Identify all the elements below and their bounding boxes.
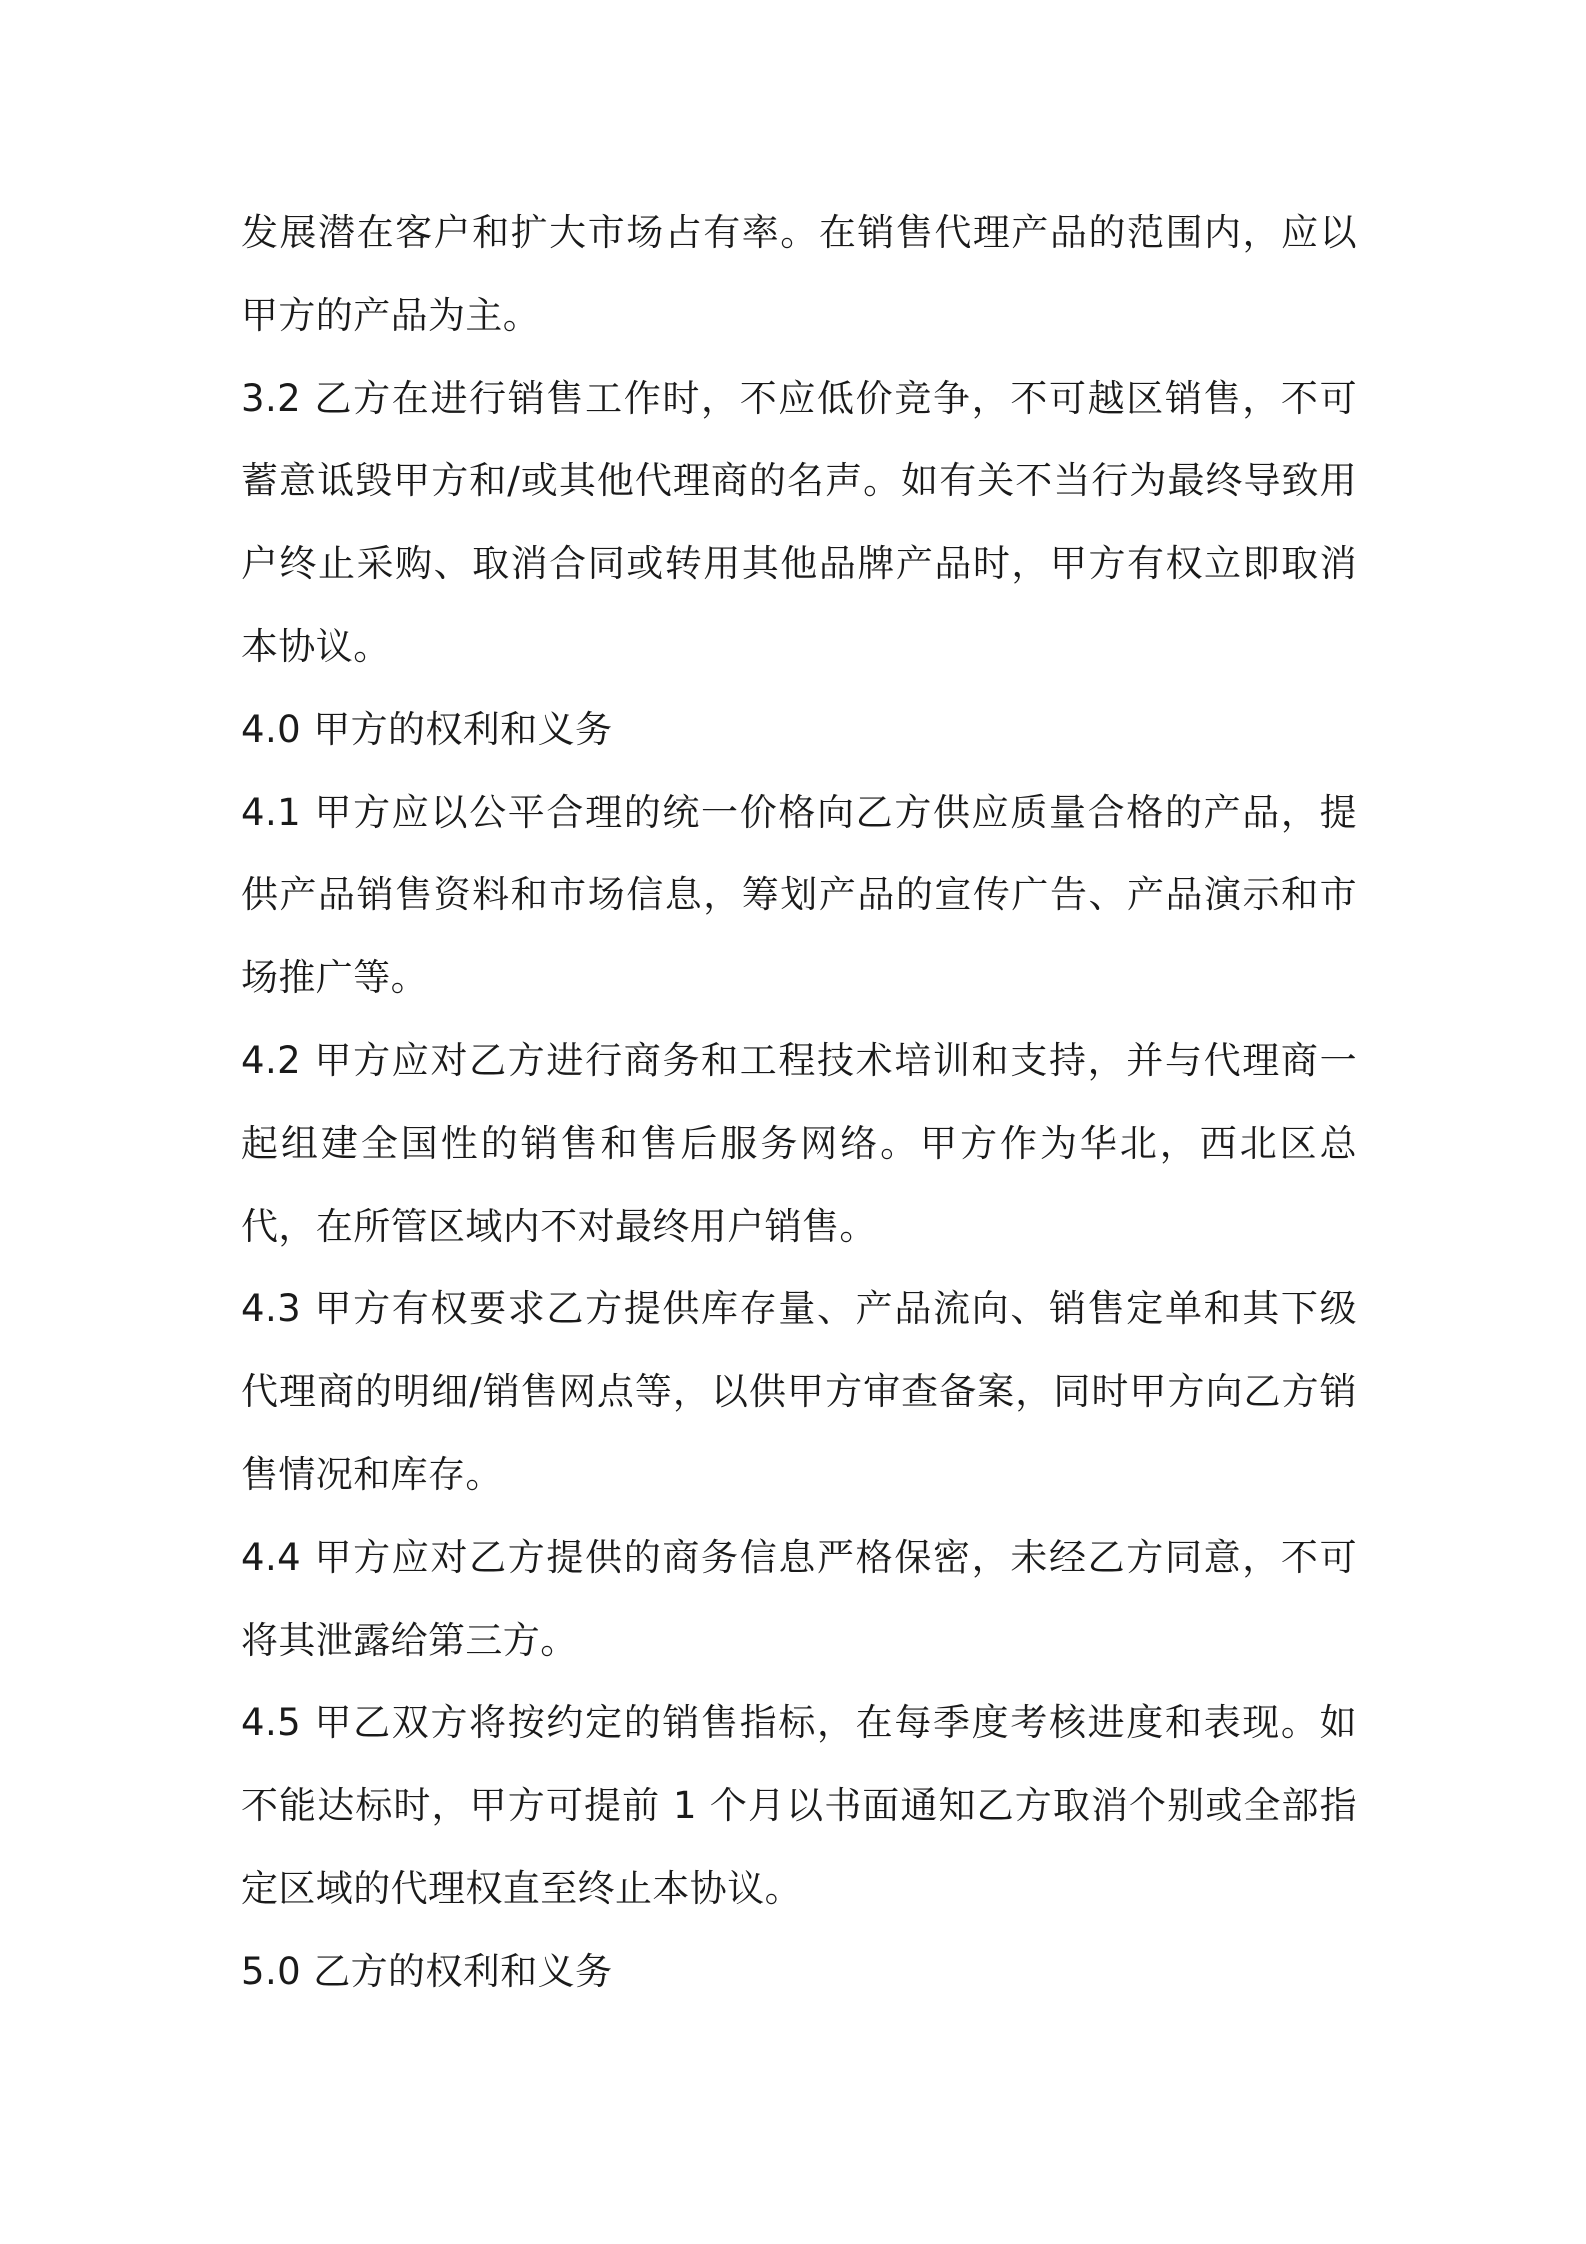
paragraph-3-1-continuation: 发展潜在客户和扩大市场占有率。在销售代理产品的范围内，应以甲方的产品为主。 <box>241 211 1357 337</box>
section-heading-4-0: 4.0 甲方的权利和义务 <box>241 707 613 751</box>
paragraph-4-4: 4.4 甲方应对乙方提供的商务信息严格保密，未经乙方同意，不可将其泄露给第三方。 <box>241 1535 1357 1662</box>
section-heading-5-0: 5.0 乙方的权利和义务 <box>241 1949 613 1993</box>
paragraph-3-2: 3.2 乙方在进行销售工作时，不应低价竞争，不可越区销售，不可蓄意诋毁甲方和/或其他代理商的名声。如有关不当行为最终导致用户终止采购、取消合同或转用其他品牌产品时，甲方有权立即取消本协议。 <box>241 376 1357 668</box>
document-body <box>241 192 1357 2014</box>
paragraph-4-5: 4.5 甲乙双方将按约定的销售指标，在每季度考核进度和表现。如不能达标时，甲方可提前 1 个月以书面通知乙方取消个别或全部指定区域的代理权直至终止本协议。 <box>241 1701 1357 1910</box>
paragraph-4-3: 4.3 甲方有权要求乙方提供库存量、产品流向、销售定单和其下级代理商的明细/销售网点等，以供甲方审查备案，同时甲方向乙方销售情况和库存。 <box>241 1287 1357 1496</box>
paragraph-4-2: 4.2 甲方应对乙方进行商务和工程技术培训和支持，并与代理商一起组建全国性的销售和售后服务网络。甲方作为华北，西北区总代，在所管区域内不对最终用户销售。 <box>241 1038 1357 1248</box>
paragraph-4-1: 4.1 甲方应以公平合理的统一价格向乙方供应质量合格的产品，提供产品销售资料和市场信息，筹划产品的宣传广告、产品演示和市场推广等。 <box>241 790 1357 1000</box>
